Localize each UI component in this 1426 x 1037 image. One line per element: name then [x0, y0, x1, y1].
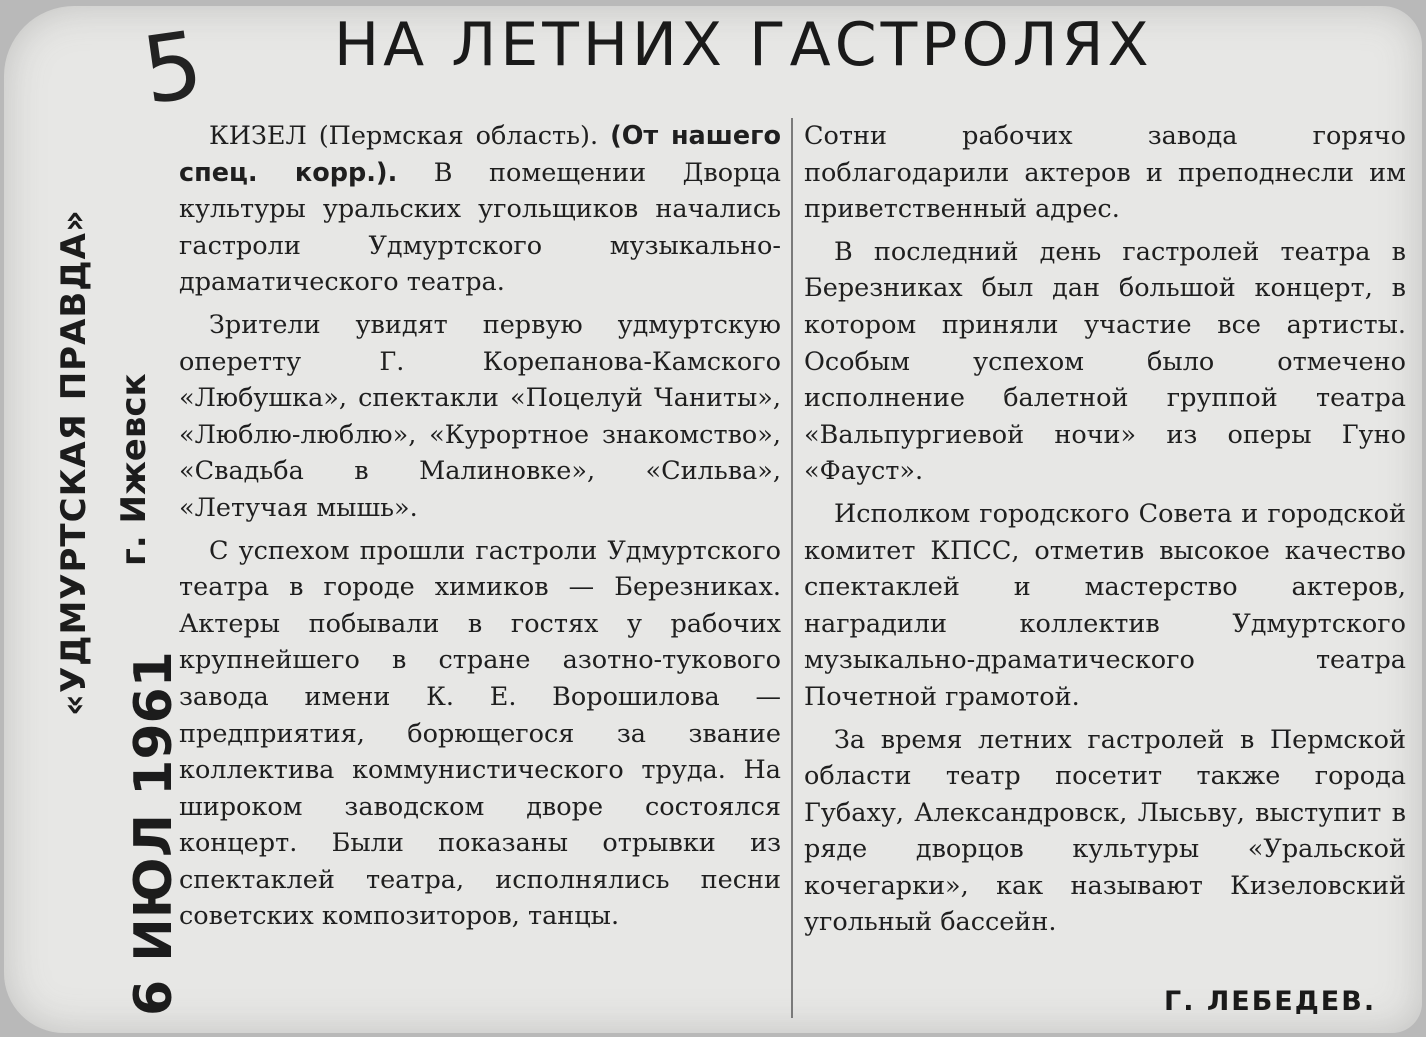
- stamp-date: 6 ИЮЛ 1961: [124, 651, 184, 1016]
- article-paragraph: С успехом прошли гастроли Удмуртского театра в городе химиков — Березниках. Актеры побывали в гостях у рабочих крупнейшего в стране азотно-тукового завода имени К. Е. Ворошилова — предприятия, борющегося за звание коллектива коммунистического труда. На широком заводском дворе состоялся концерт. Были показаны отрывки из спектаклей театра, исполнялись песни советских композиторов, танцы.: [179, 535, 781, 932]
- newspaper-clipping: [4, 6, 1422, 1033]
- source-credit: (От нашего спец. корр.).: [179, 121, 781, 188]
- author-byline: Г. ЛЕБЕДЕВ.: [1164, 986, 1377, 1017]
- article-paragraph: Исполком городского Совета и городской комитет КПСС, отметив высокое качество спектаклей и мастерство актеров, наградили коллектив Удмуртского музыкально-драматического театра Почетной грамотой.: [804, 498, 1406, 712]
- article-paragraph: Зрители увидят первую удмуртскую оперетту Г. Корепанова-Камского «Любушка», спектакли «Поцелуй Чаниты», «Люблю-люблю», «Курортное знакомство», «Свадьба в Малиновке», «Сильва», «Летучая мышь».: [179, 309, 781, 523]
- handwritten-mark: 5: [136, 10, 209, 126]
- article-column-2: [804, 118, 1406, 941]
- stamp-city: г. Ижевск: [114, 373, 154, 566]
- article-paragraph: [179, 118, 781, 301]
- dateline: КИЗЕЛ (Пермская область).: [209, 121, 611, 151]
- column-divider: [791, 118, 793, 1018]
- article-paragraph: Сотни рабочих завода горячо поблагодарили актеров и преподнесли им приветственный адрес.: [804, 121, 1406, 225]
- article-paragraph: За время летних гастролей в Пермской области театр посетит также города Губаху, Александровск, Лысьву, выступит в ряде дворцов культуры «Уральской кочегарки», как называют Кизеловский угольный бассейн.: [804, 724, 1406, 938]
- paragraph-text: В помещении Дворца культуры уральских угольщиков начались гастроли Удмуртского музыкально-драматического театра.: [179, 157, 782, 298]
- article-column-1: [179, 118, 781, 935]
- stamp-newspaper-name: «УДМУРТСКАЯ ПРАВДА»: [54, 209, 94, 716]
- article-paragraph: В последний день гастролей театра в Березниках был дан большой концерт, в котором приняли участие все артисты. Особым успехом было отмечено исполнение балетной группой театра «Вальпургиевой ночи» из оперы Гуно «Фауст».: [804, 236, 1406, 487]
- headline: НА ЛЕТНИХ ГАСТРОЛЯХ: [334, 10, 1153, 80]
